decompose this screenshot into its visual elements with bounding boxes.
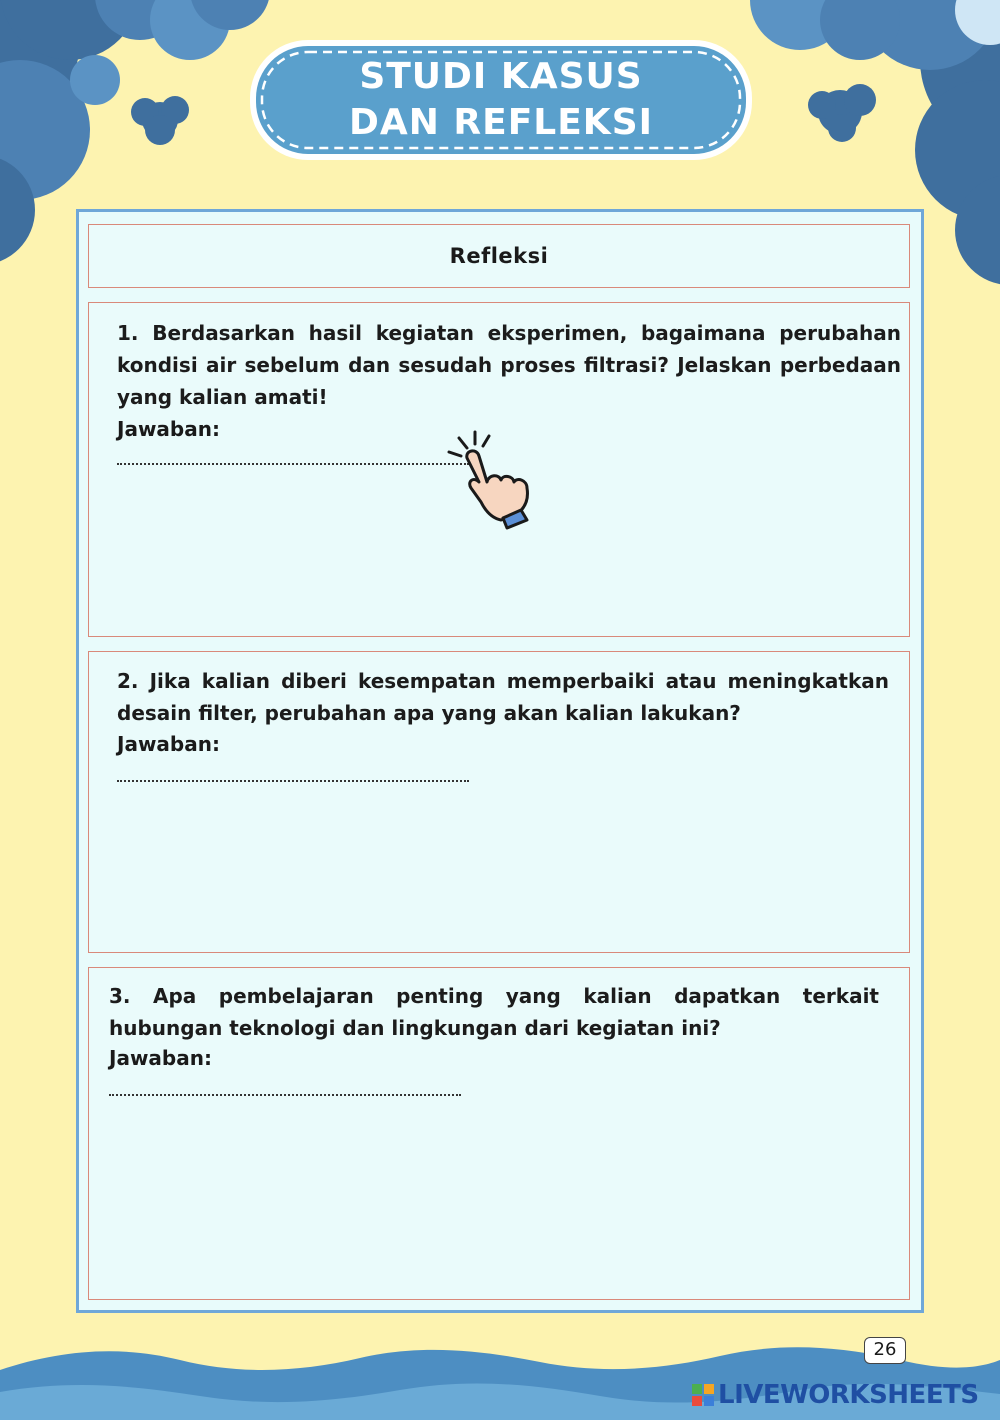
brand-text[interactable]: LIVEWORKSHEETS: [718, 1380, 979, 1410]
title-line-2: DAN REFLEKSI: [348, 102, 654, 143]
hand-pointer-icon: [445, 430, 545, 530]
question-3-answer-label: Jawaban:: [109, 1046, 212, 1070]
question-2-text: 2. Jika kalian diberi kesempatan memperbaiki atau meningkatkan desain filter, perubahan apa yang akan kalian lakukan?: [117, 669, 889, 725]
title-badge: [250, 40, 752, 160]
question-1-answer-line[interactable]: [117, 463, 469, 465]
question-2-answer-label: Jawaban:: [117, 732, 220, 756]
question-1-answer-label: Jawaban:: [117, 417, 220, 441]
question-3-text: 3. Apa pembelajaran penting yang kalian dapatkan terkait hubungan teknologi dan lingkungan dari kegiatan ini?: [109, 984, 879, 1040]
liveworksheets-logo-icon: [692, 1384, 714, 1406]
title-line-1: STUDI KASUS: [359, 56, 643, 97]
brand-footer: [692, 1378, 979, 1412]
question-3-box: [88, 967, 910, 1300]
section-title: Refleksi: [449, 244, 549, 268]
question-3-answer-line[interactable]: [109, 1094, 461, 1096]
question-1-text: 1. Berdasarkan hasil kegiatan eksperimen, bagaimana perubahan kondisi air sebelum dan sesudah proses filtrasi? Jelaskan perbedaan yang kalian amati!: [117, 321, 901, 409]
question-2-answer-line[interactable]: [117, 780, 469, 782]
page-number: 26: [864, 1337, 906, 1364]
section-header: [88, 224, 910, 288]
question-2-box: [88, 651, 910, 953]
